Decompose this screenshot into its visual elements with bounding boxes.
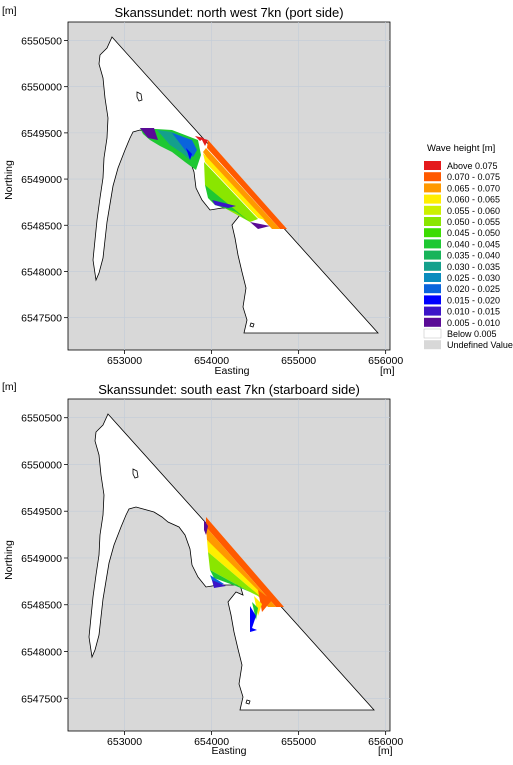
legend-entry: [424, 295, 500, 305]
x-axis: [107, 731, 403, 748]
legend-swatch: [424, 318, 441, 327]
y-tick-label: 6550000: [21, 81, 62, 94]
y-tick-label: 6550000: [21, 459, 62, 472]
legend-swatch: [424, 284, 441, 293]
legend-entry: [424, 239, 500, 249]
legend-label: 0.025 - 0.030: [447, 273, 501, 283]
legend-swatch: [424, 206, 441, 215]
legend-label: 0.065 - 0.070: [447, 183, 501, 194]
x-unit-label: [m]: [380, 365, 395, 377]
legend-entry: [424, 206, 500, 216]
x-tick-label: 655000: [281, 355, 317, 367]
y-axis: [21, 413, 68, 706]
chart-title: Skanssundet: south east 7kn (starboard side): [98, 382, 360, 397]
x-tick-label: 656000: [368, 736, 404, 748]
legend-swatch: [424, 295, 441, 304]
map-panel-starboard-side: [2, 381, 403, 757]
legend-swatch: [424, 161, 441, 170]
y-axis-label: Northing: [3, 540, 15, 580]
legend-label: Undefined Value: [447, 340, 513, 351]
legend-label: 0.010 - 0.015: [447, 306, 501, 317]
legend-swatch: [424, 172, 441, 181]
legend-entry: [424, 183, 500, 193]
legend-label: 0.055 - 0.060: [447, 205, 501, 216]
x-axis-label: Easting: [211, 745, 247, 757]
y-tick-label: 6549000: [21, 552, 62, 565]
legend-swatch: [424, 340, 441, 349]
legend-entry: [424, 161, 498, 171]
legend: [424, 143, 513, 350]
y-tick-label: 6547500: [21, 693, 62, 706]
y-unit-label: [m]: [2, 5, 17, 17]
legend-swatch: [424, 273, 441, 282]
x-unit-label: [m]: [378, 745, 393, 757]
legend-swatch: [424, 183, 441, 192]
legend-swatch: [424, 228, 441, 237]
chart-title: Skanssundet: north west 7kn (port side): [114, 5, 344, 20]
y-tick-label: 6547500: [21, 312, 62, 325]
legend-entry: [424, 340, 513, 350]
legend-swatch: [424, 329, 441, 338]
legend-entry: [424, 217, 500, 227]
legend-swatch: [424, 251, 441, 260]
legend-label: 0.020 - 0.025: [447, 284, 501, 295]
y-tick-label: 6549000: [21, 174, 62, 187]
legend-swatch: [424, 262, 441, 271]
legend-swatch: [424, 217, 441, 226]
y-tick-label: 6548000: [21, 646, 62, 659]
legend-label: Below 0.005: [447, 329, 497, 339]
legend-label: 0.035 - 0.040: [447, 250, 501, 261]
legend-entry: [424, 329, 497, 339]
y-tick-label: 6550500: [21, 412, 62, 425]
y-axis: [21, 35, 68, 324]
legend-label: 0.030 - 0.035: [447, 261, 501, 272]
x-tick-label: 655000: [281, 736, 317, 748]
legend-label: 0.015 - 0.020: [447, 295, 501, 306]
legend-entry: [424, 284, 500, 294]
legend-entry: [424, 307, 500, 317]
x-tick-label: 654000: [194, 736, 230, 748]
legend-label: 0.060 - 0.065: [447, 194, 501, 205]
y-tick-label: 6548500: [21, 220, 62, 233]
y-unit-label: [m]: [2, 381, 17, 393]
x-axis: [107, 350, 403, 367]
x-axis-label: Easting: [214, 365, 250, 377]
y-tick-label: 6549500: [21, 127, 62, 140]
legend-swatch: [424, 239, 441, 248]
legend-entry: [424, 195, 500, 205]
y-tick-label: 6550500: [21, 35, 62, 48]
legend-label: 0.045 - 0.050: [447, 228, 501, 239]
y-axis-label: Northing: [3, 160, 15, 200]
legend-title: Wave height [m]: [427, 143, 496, 154]
legend-entry: [424, 318, 500, 328]
x-tick-label: 656000: [368, 355, 404, 367]
legend-label: 0.070 - 0.075: [447, 172, 501, 183]
y-tick-label: 6548000: [21, 266, 62, 279]
legend-label: 0.005 - 0.010: [447, 317, 501, 328]
legend-label: 0.050 - 0.055: [447, 217, 501, 227]
y-tick-label: 6549500: [21, 506, 62, 519]
legend-swatch: [424, 307, 441, 316]
x-tick-label: 653000: [107, 355, 143, 367]
legend-entry: [424, 172, 500, 182]
x-tick-label: 654000: [194, 355, 230, 367]
legend-label: 0.040 - 0.045: [447, 239, 501, 250]
legend-label: Above 0.075: [447, 161, 498, 171]
legend-entry: [424, 251, 500, 261]
legend-entry: [424, 273, 500, 283]
legend-entry: [424, 228, 500, 238]
y-tick-label: 6548500: [21, 599, 62, 612]
legend-entry: [424, 262, 500, 272]
map-panel-port-side: [2, 5, 403, 377]
x-tick-label: 653000: [107, 736, 143, 748]
legend-swatch: [424, 195, 441, 204]
